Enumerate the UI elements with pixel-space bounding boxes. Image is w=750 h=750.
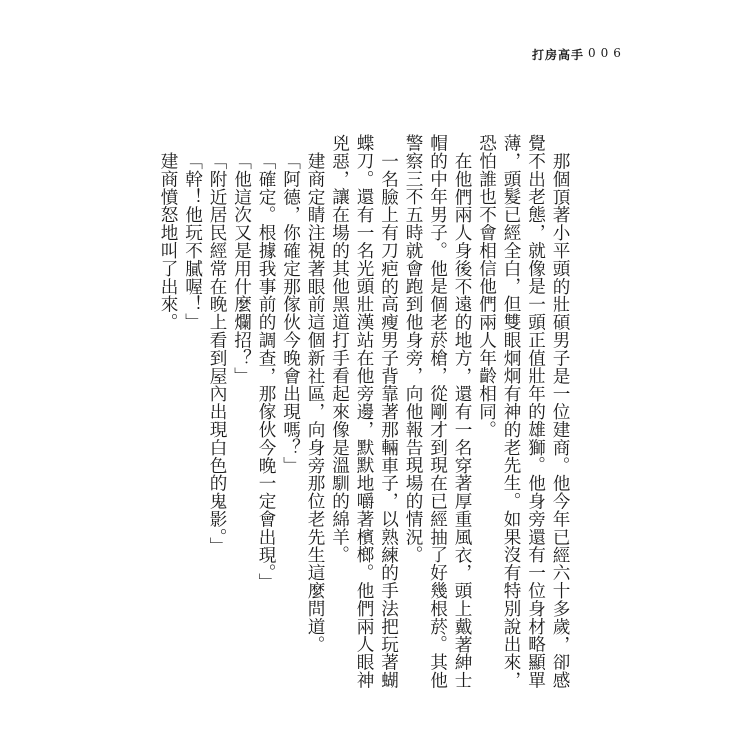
- dialogue-line: 「附近居民經常在晚上看到屋內出現白色的鬼影。」: [207, 151, 227, 555]
- dialogue-line: 「他這次又是用什麼爛招？」: [231, 151, 252, 385]
- paragraph: 一名臉上有刀疤的高瘦男子背靠著那輛車子，以熟練的手法把玩著蝴蝶刀。還有一名光頭壯漢站在他旁邊，默默地嚼著檳榔。他們兩人眼神兇惡，讓在場的其他黑道打手看起來像是溫馴的綿羊。: [329, 134, 399, 689]
- paragraph: 在他們兩人身後不遠的地方，還有一名穿著厚重風衣，頭上戴著紳士帽的中年男子。他是個老菸槍，從剛才到現在已經抽了好幾根菸。其他警察三不五時就會跑到他身旁，向他報告現場的情況。: [403, 134, 472, 689]
- paragraph: 建商定睛注視著眼前這個新社區，向身旁那位老先生這麼問道。: [305, 151, 325, 653]
- running-header-title: 打房高手: [532, 48, 585, 62]
- dialogue-line: 「阿德，你確定那傢伙今晚會出現嗎？」: [280, 151, 301, 474]
- dialogue-line: 「幹！他玩不膩喔！」: [182, 151, 203, 331]
- page-number: 006: [588, 46, 626, 60]
- paragraph: 建商憤怒地叫了出來。: [158, 151, 178, 331]
- dialogue-line: 「確定。根據我事前的調查，那傢伙今晚一定會出現。」: [256, 151, 276, 591]
- body-text: [156, 134, 573, 694]
- paragraph: 那個頂著小平頭的壯碩男子是一位建商。他今年已經六十多歲，卻感覺不出老態，就像是一頭正值壯年的雄獅。他身旁還有一位身材略顯單薄，頭髮已經全白，但雙眼炯炯有神的老先生。如果沒有特別說出來，恐怕誰也不會相信他們兩人年齡相同。: [476, 134, 570, 689]
